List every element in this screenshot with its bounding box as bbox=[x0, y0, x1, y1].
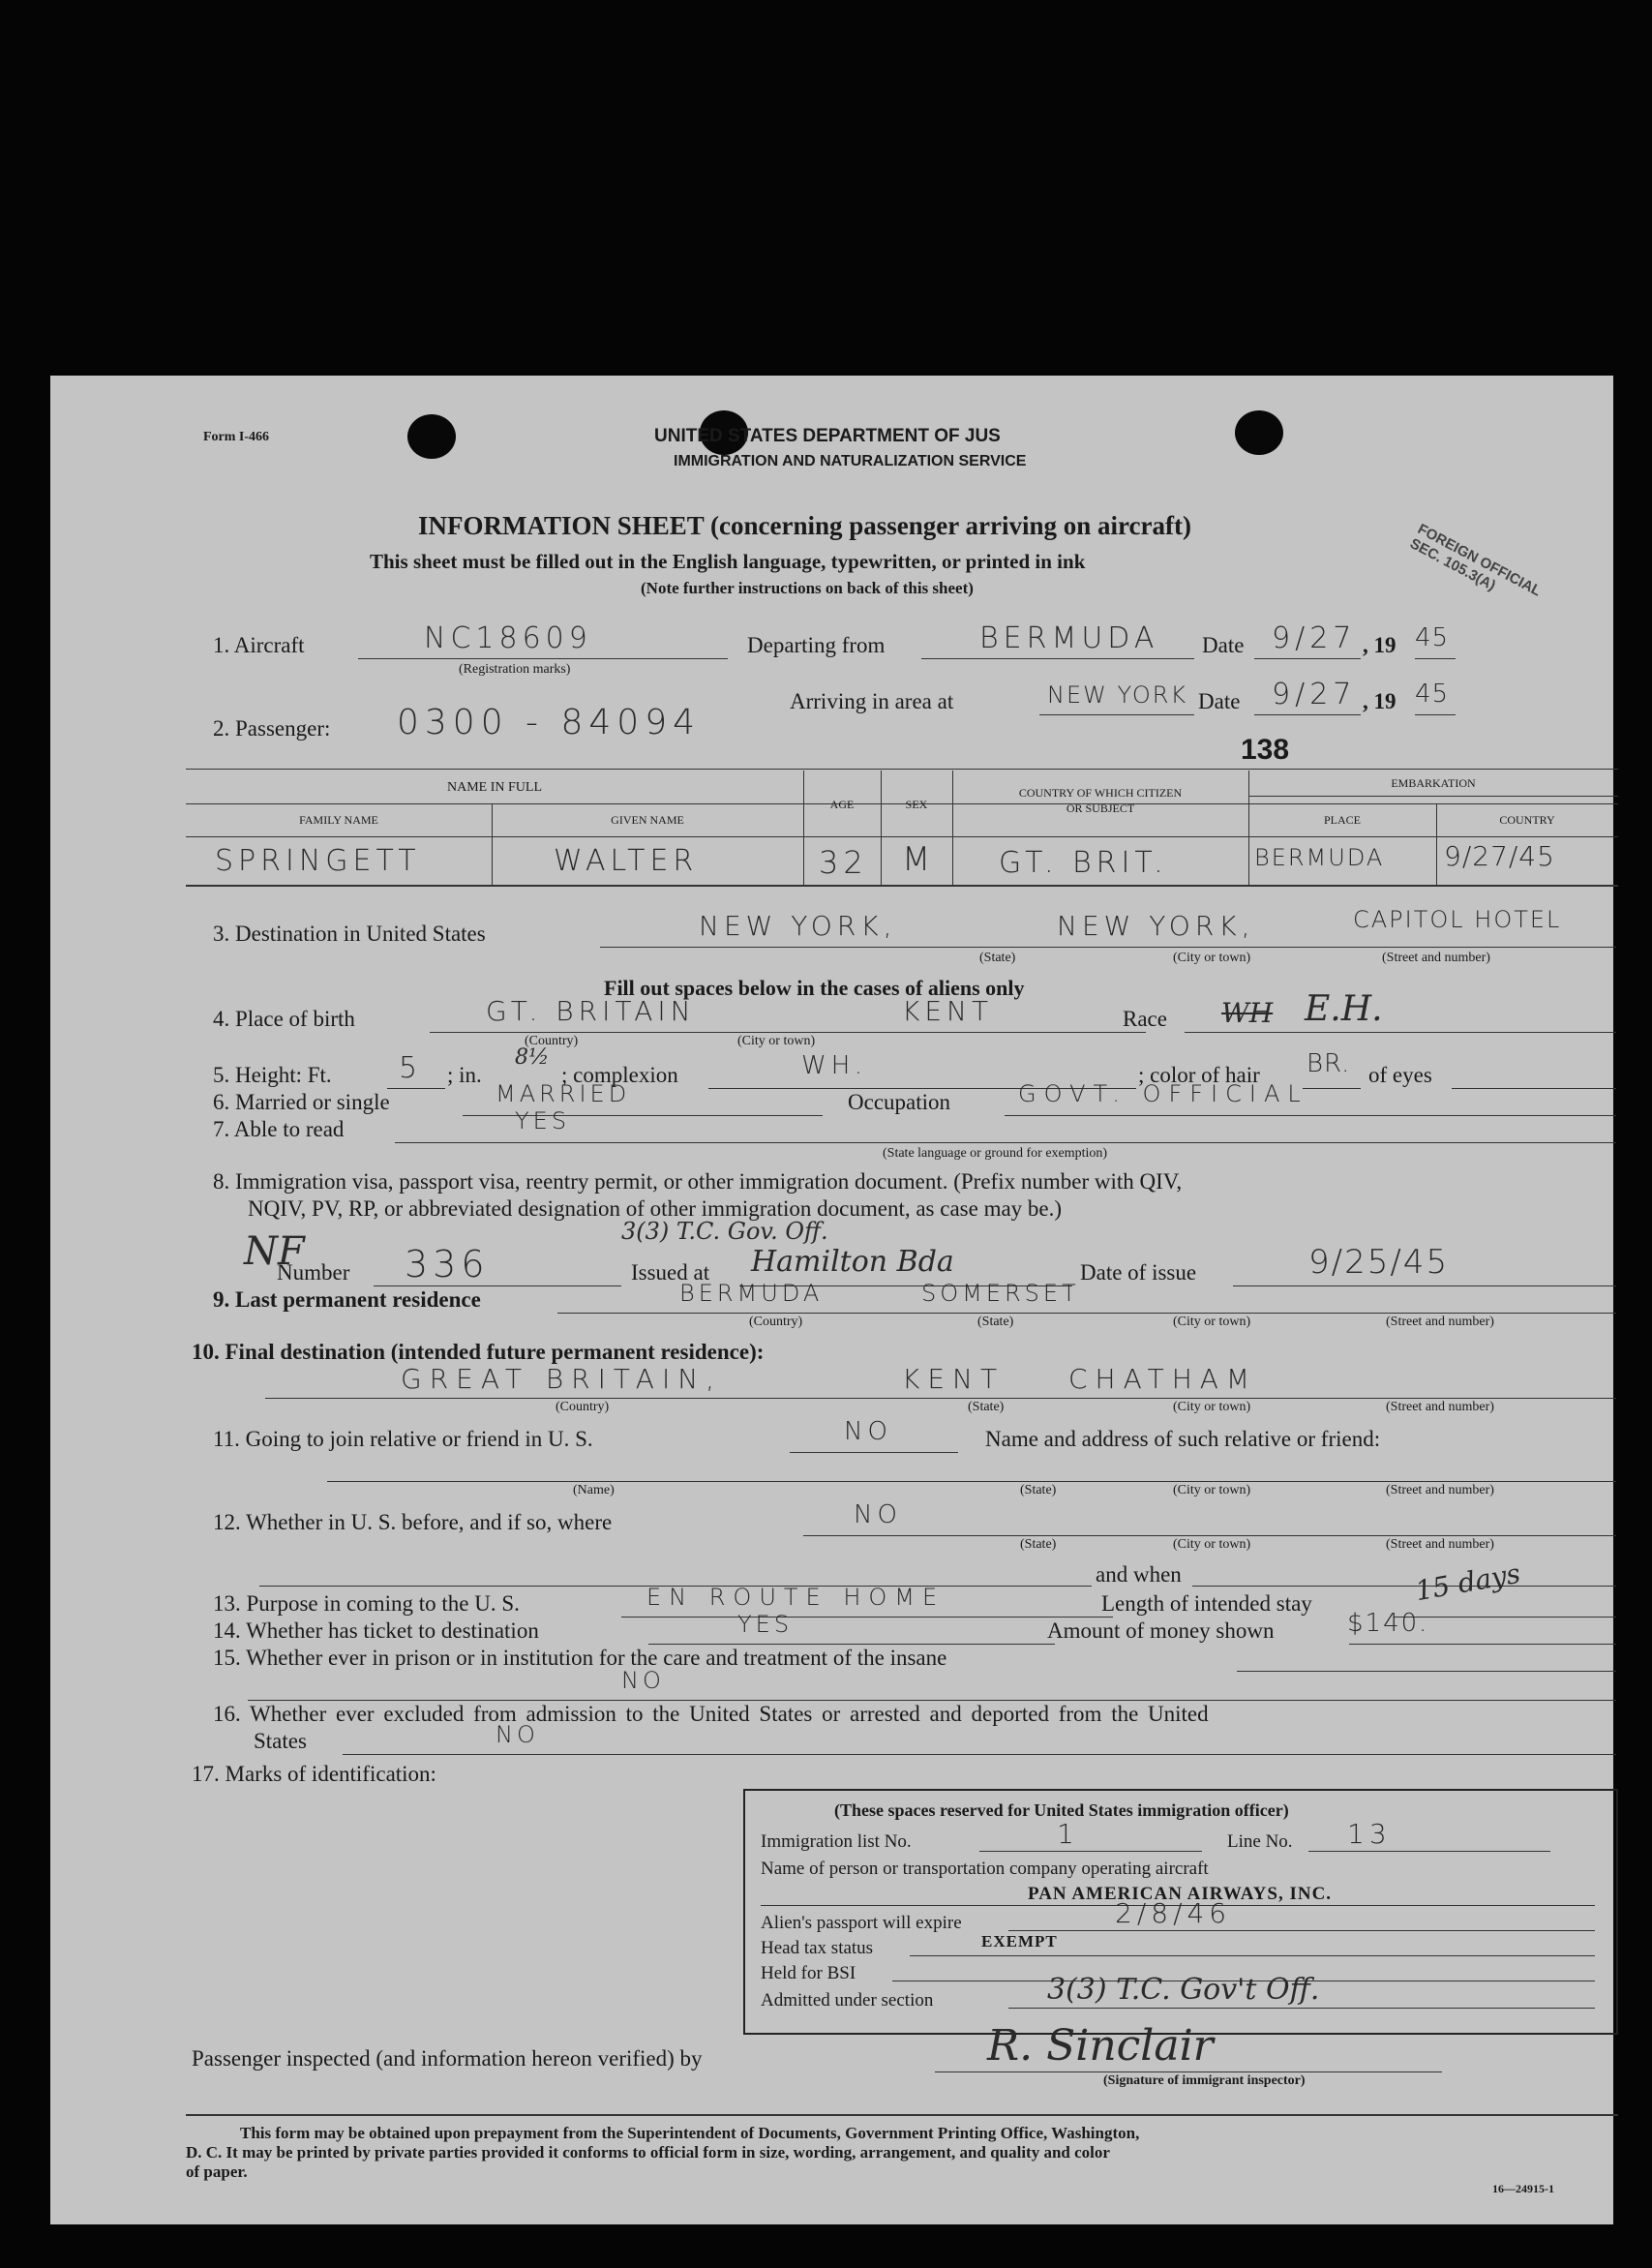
res-state-caption: (State) bbox=[977, 1315, 1014, 1329]
ticket-label: 14. Whether has ticket to destination bbox=[213, 1618, 539, 1643]
visa-number[interactable]: 336 bbox=[405, 1243, 490, 1285]
destination-label: 3. Destination in United States bbox=[213, 922, 486, 946]
inspected-label: Passenger inspected (and information hereon verified) by bbox=[192, 2046, 703, 2071]
place-header: PLACE bbox=[1323, 813, 1361, 827]
signature-caption: (Signature of immigrant inspector) bbox=[1103, 2073, 1306, 2088]
section-value[interactable]: 3(3) T.C. Gov't Off. bbox=[1047, 1973, 1320, 2007]
instruction-text: This sheet must be filled out in the English language, typewritten, or printed in ink bbox=[370, 550, 1086, 573]
list-no-label: Immigration list No. bbox=[761, 1831, 912, 1852]
stay-label: Length of intended stay bbox=[1101, 1591, 1312, 1616]
departing-year[interactable]: 45 bbox=[1415, 623, 1450, 652]
bsi-label: Held for BSI bbox=[761, 1963, 856, 1983]
residence-label: 9. Last permanent residence bbox=[213, 1287, 481, 1312]
arr-date-label: Date bbox=[1198, 689, 1241, 713]
passenger-number[interactable]: 0300 - 84094 bbox=[397, 703, 702, 742]
res-country-caption: (Country) bbox=[749, 1315, 803, 1329]
citizen-value[interactable]: GT. BRIT. bbox=[999, 846, 1168, 880]
destination-street[interactable]: CAPITOL HOTEL bbox=[1353, 906, 1562, 933]
excluded-line-1: 16. Whether ever excluded from admission to the United States or arrested and deported from the United bbox=[213, 1702, 1209, 1726]
race-struck: WH bbox=[1221, 997, 1274, 1029]
issued-value[interactable]: Hamilton Bda bbox=[751, 1245, 954, 1279]
join-value[interactable]: NO bbox=[844, 1417, 892, 1446]
doi-value[interactable]: 9/25/45 bbox=[1308, 1243, 1450, 1282]
embarkation-date-value[interactable]: 9/27/45 bbox=[1444, 840, 1555, 872]
embarkation-header: EMBARKATION bbox=[1391, 776, 1476, 790]
read-caption: (State language or ground for exemption) bbox=[883, 1146, 1108, 1161]
family-name-header: FAMILY NAME bbox=[299, 813, 378, 827]
given-name-header: GIVEN NAME bbox=[611, 813, 684, 827]
join-street-caption: (Street and number) bbox=[1386, 1483, 1494, 1497]
married-value[interactable]: MARRIED bbox=[496, 1080, 631, 1107]
ticket-value[interactable]: YES bbox=[737, 1611, 794, 1638]
visa-annotation[interactable]: 3(3) T.C. Gov. Off. bbox=[621, 1218, 828, 1245]
birth-country[interactable]: GT. BRITAIN bbox=[486, 995, 696, 1027]
operator-label: Name of person or transportation company operating aircraft bbox=[761, 1859, 1209, 1879]
service-title: IMMIGRATION AND NATURALIZATION SERVICE bbox=[674, 453, 1027, 469]
dest-city-caption: (City or town) bbox=[1173, 951, 1251, 965]
list-number-stamp: 138 bbox=[1241, 734, 1290, 766]
join-name-caption: (Name) bbox=[573, 1483, 615, 1497]
arr-year-prefix: , 19 bbox=[1363, 689, 1397, 713]
destination-city[interactable]: NEW YORK, bbox=[1057, 910, 1255, 942]
read-label: 7. Able to read bbox=[213, 1117, 345, 1141]
race-label: Race bbox=[1123, 1007, 1167, 1031]
page-title: INFORMATION SHEET (concerning passenger arriving on aircraft) bbox=[418, 511, 1191, 540]
final-city[interactable]: CHATHAM bbox=[1068, 1363, 1258, 1395]
issued-label: Issued at bbox=[631, 1260, 710, 1285]
doi-label: Date of issue bbox=[1080, 1260, 1197, 1285]
age-value[interactable]: 32 bbox=[819, 844, 868, 881]
race-value[interactable]: E.H. bbox=[1305, 989, 1383, 1029]
final-state[interactable]: KENT bbox=[902, 1363, 1006, 1395]
before-street-caption: (Street and number) bbox=[1386, 1537, 1494, 1552]
before-state-caption: (State) bbox=[1020, 1537, 1057, 1552]
date-label: Date bbox=[1202, 633, 1245, 657]
final-country-caption: (Country) bbox=[556, 1400, 610, 1414]
head-tax-value[interactable]: EXEMPT bbox=[981, 1932, 1058, 1950]
departing-label: Departing from bbox=[747, 633, 886, 657]
residence-country[interactable]: BERMUDA bbox=[679, 1280, 824, 1307]
birth-label: 4. Place of birth bbox=[213, 1007, 355, 1031]
sex-value[interactable]: M bbox=[902, 840, 936, 879]
operator-value[interactable]: PAN AMERICAN AIRWAYS, INC. bbox=[1028, 1884, 1333, 1904]
visa-line-2: NQIV, PV, RP, or abbreviated designation of other immigration document, as case may be.) bbox=[248, 1196, 1063, 1221]
departing-date[interactable]: 9/27 bbox=[1272, 621, 1357, 655]
before-label: 12. Whether in U. S. before, and if so, where bbox=[213, 1510, 613, 1534]
passport-expire-label: Alien's passport will expire bbox=[761, 1913, 962, 1933]
height-label: 5. Height: Ft. bbox=[213, 1063, 332, 1087]
sex-header: SEX bbox=[905, 798, 928, 811]
excluded-value[interactable]: NO bbox=[496, 1721, 539, 1748]
place-value[interactable]: BERMUDA bbox=[1254, 844, 1385, 871]
money-label: Amount of money shown bbox=[1047, 1618, 1275, 1643]
before-value[interactable]: NO bbox=[854, 1500, 902, 1529]
final-street-caption: (Street and number) bbox=[1386, 1400, 1494, 1414]
final-destination-label: 10. Final destination (intended future permanent residence): bbox=[192, 1340, 765, 1364]
line-no-value[interactable]: 13 bbox=[1347, 1818, 1392, 1850]
when-label: and when bbox=[1096, 1562, 1182, 1587]
visa-prefix[interactable]: NF bbox=[244, 1229, 305, 1274]
arriving-date[interactable]: 9/27 bbox=[1272, 678, 1357, 711]
arriving-year[interactable]: 45 bbox=[1415, 680, 1450, 709]
height-ft[interactable]: 5 bbox=[399, 1051, 423, 1085]
arriving-label: Arriving in area at bbox=[790, 689, 954, 713]
final-country[interactable]: GREAT BRITAIN, bbox=[401, 1363, 723, 1395]
department-title: UNITED STATES DEPARTMENT OF JUS bbox=[654, 426, 1001, 446]
inches-label: ; in. bbox=[447, 1063, 482, 1087]
res-city-caption: (City or town) bbox=[1173, 1315, 1251, 1329]
join-label: 11. Going to join relative or friend in U. S. bbox=[213, 1427, 593, 1451]
form-number: Form I-466 bbox=[203, 430, 270, 444]
join-city-caption: (City or town) bbox=[1173, 1483, 1251, 1497]
note-text: (Note further instructions on back of this sheet) bbox=[641, 579, 974, 597]
complexion-value[interactable]: WH. bbox=[801, 1051, 868, 1080]
read-value[interactable]: YES bbox=[515, 1107, 571, 1134]
visa-line-1: 8. Immigration visa, passport visa, reentry permit, or other immigration document. (Prefix number with QIV, bbox=[213, 1169, 1183, 1194]
dest-street-caption: (Street and number) bbox=[1382, 951, 1490, 965]
passenger-label: 2. Passenger: bbox=[213, 716, 331, 741]
destination-state[interactable]: NEW YORK, bbox=[699, 910, 897, 942]
age-header: AGE bbox=[829, 798, 855, 811]
money-value[interactable]: $140. bbox=[1347, 1609, 1429, 1638]
birth-city-caption: (City or town) bbox=[737, 1034, 816, 1048]
form-sheet bbox=[50, 376, 1613, 2224]
hair-value[interactable]: BR. bbox=[1307, 1049, 1351, 1078]
visa-number-label: Number bbox=[277, 1260, 350, 1285]
aircraft-label: 1. Aircraft bbox=[213, 633, 305, 657]
footer-text-3: of paper. bbox=[186, 2162, 248, 2181]
occupation-label: Occupation bbox=[848, 1090, 951, 1114]
complexion-label: ; complexion bbox=[561, 1063, 678, 1087]
eyes-label: of eyes bbox=[1368, 1063, 1432, 1087]
join-state-caption: (State) bbox=[1020, 1483, 1057, 1497]
aircraft-value[interactable]: NC18609 bbox=[424, 621, 592, 655]
final-state-caption: (State) bbox=[968, 1400, 1005, 1414]
married-label: 6. Married or single bbox=[213, 1090, 390, 1114]
family-name-value[interactable]: SPRINGETT bbox=[215, 844, 421, 878]
residence-state[interactable]: SOMERSET bbox=[921, 1280, 1080, 1307]
purpose-value[interactable]: EN ROUTE HOME bbox=[646, 1584, 946, 1611]
res-street-caption: (Street and number) bbox=[1386, 1315, 1494, 1329]
join-name-label: Name and address of such relative or friend: bbox=[985, 1427, 1381, 1451]
footer-text-2: D. C. It may be printed by private parties provided it conforms to official form in size, wording, arrangement, and quality and color bbox=[186, 2143, 1110, 2162]
passport-expire-value[interactable]: 2/8/46 bbox=[1115, 1897, 1232, 1929]
marks-label: 17. Marks of identification: bbox=[192, 1762, 436, 1786]
line-no-label: Line No. bbox=[1227, 1831, 1293, 1852]
citizen-header: COUNTRY OF WHICH CITIZEN bbox=[1018, 786, 1183, 800]
prison-value[interactable]: NO bbox=[621, 1667, 665, 1694]
prison-label: 15. Whether ever in prison or in institution for the care and treatment of the insane bbox=[213, 1646, 947, 1670]
birth-country-caption: (Country) bbox=[525, 1034, 579, 1048]
hair-label: ; color of hair bbox=[1138, 1063, 1260, 1087]
official-stamp: FOREIGN OFFICIAL SEC. 105.3(A) bbox=[1407, 521, 1544, 600]
registration-caption: (Registration marks) bbox=[459, 662, 571, 677]
punch-hole bbox=[1235, 410, 1283, 455]
excluded-line-2: States bbox=[254, 1729, 307, 1753]
officer-heading: (These spaces reserved for United States immigration officer) bbox=[834, 1800, 1289, 1820]
purpose-label: 13. Purpose in coming to the U. S. bbox=[213, 1591, 520, 1616]
year-prefix: , 19 bbox=[1363, 633, 1397, 657]
birth-city[interactable]: KENT bbox=[902, 995, 994, 1027]
list-no-value[interactable]: 1 bbox=[1057, 1818, 1079, 1850]
aliens-heading: Fill out spaces below in the cases of aliens only bbox=[604, 976, 1025, 1000]
inspector-signature[interactable]: R. Sinclair bbox=[987, 2021, 1214, 2071]
footer-code: 16—24915-1 bbox=[1492, 2182, 1554, 2195]
final-city-caption: (City or town) bbox=[1173, 1400, 1251, 1414]
stay-value[interactable]: 15 days bbox=[1412, 1557, 1523, 1608]
occupation-value[interactable]: GOVT. OFFICIAL bbox=[1018, 1080, 1308, 1107]
dest-state-caption: (State) bbox=[979, 951, 1016, 965]
head-tax-label: Head tax status bbox=[761, 1938, 874, 1958]
departing-value[interactable]: BERMUDA bbox=[979, 621, 1159, 655]
footer-text-1: This form may be obtained upon prepayment from the Superintendent of Documents, Government Printing Office, Washington, bbox=[240, 2124, 1140, 2142]
punch-hole bbox=[407, 414, 456, 459]
name-in-full-header: NAME IN FULL bbox=[447, 780, 542, 795]
given-name-value[interactable]: WALTER bbox=[554, 844, 699, 878]
before-city-caption: (City or town) bbox=[1173, 1537, 1251, 1552]
arriving-value[interactable]: NEW YORK bbox=[1047, 681, 1188, 709]
citizen-header-2: OR SUBJECT bbox=[1066, 801, 1135, 815]
section-label: Admitted under section bbox=[761, 1990, 934, 2011]
country-header: COUNTRY bbox=[1499, 813, 1555, 827]
height-inches[interactable]: 8½ bbox=[515, 1045, 550, 1070]
